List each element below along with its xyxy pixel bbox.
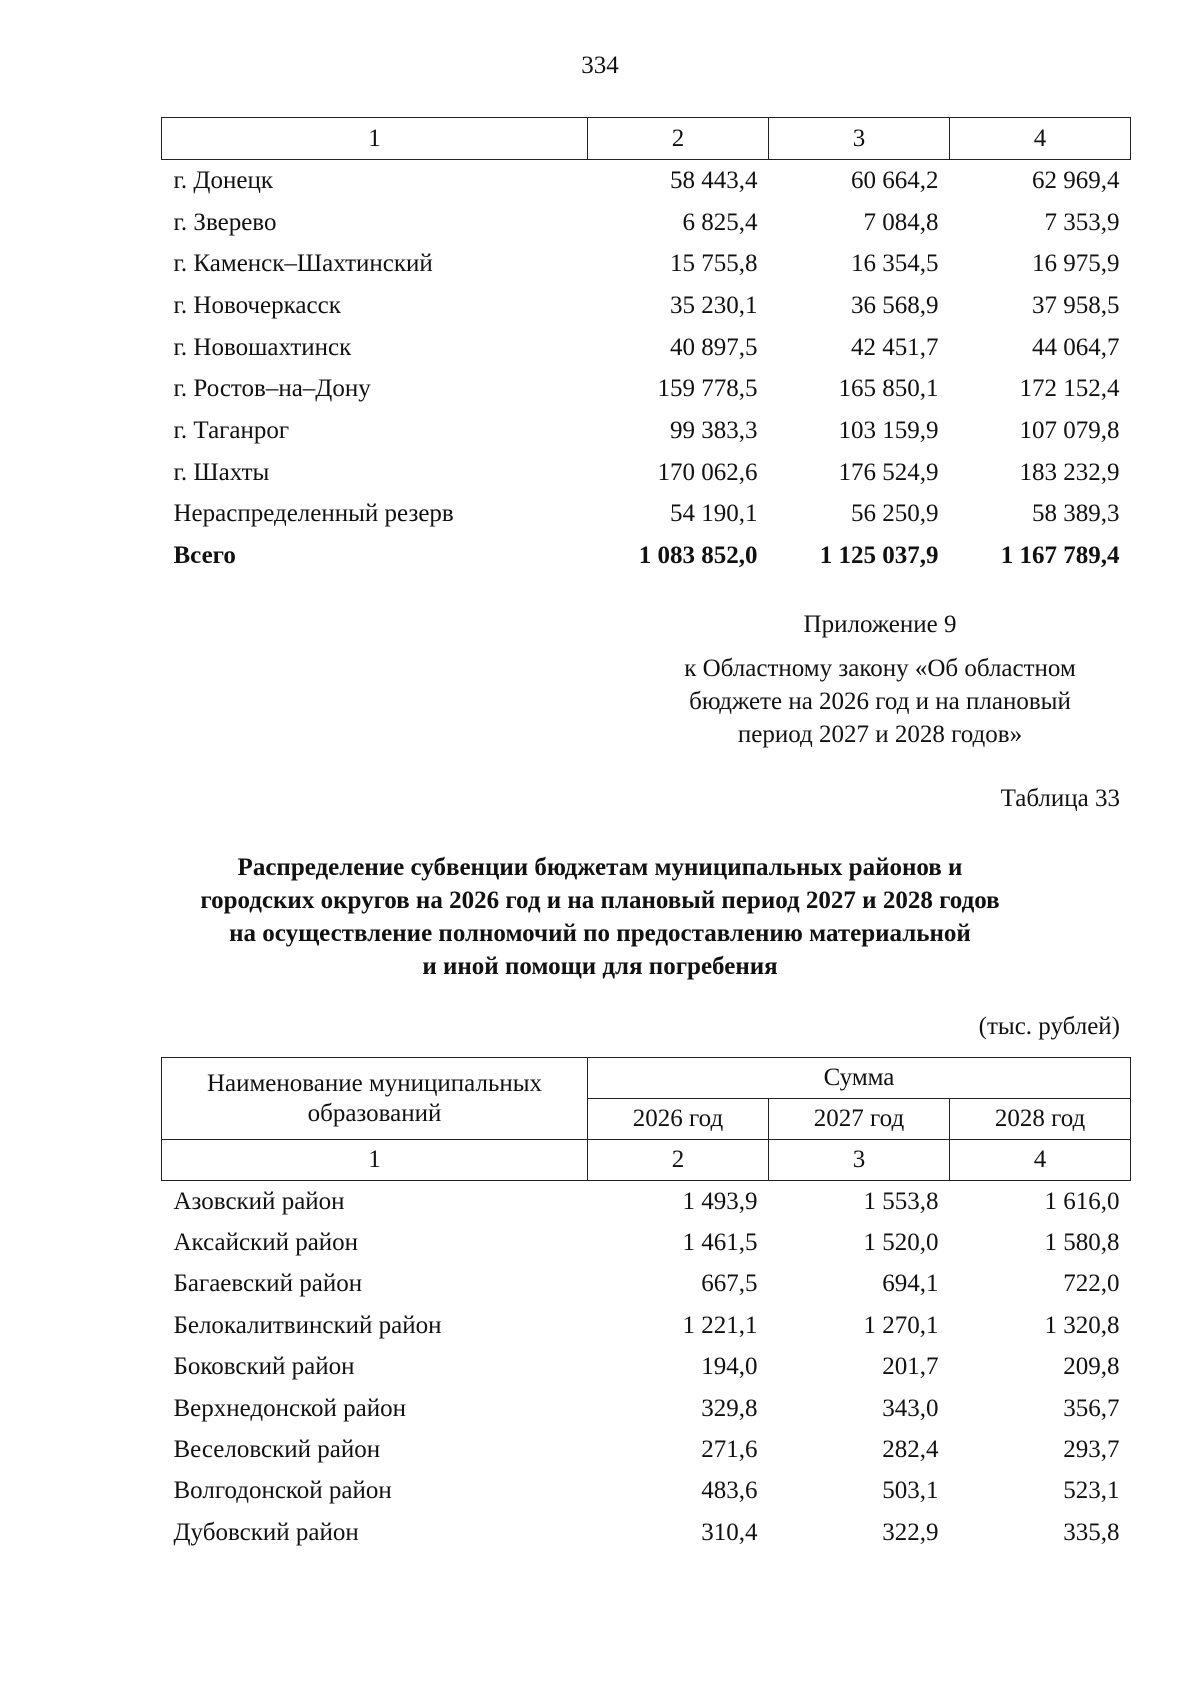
value-2027: 16 354,5 [851,250,939,278]
value-2026: 15 755,8 [670,250,758,278]
column-number: 3 [769,1140,950,1181]
total-2027: 1 125 037,9 [819,542,939,570]
table-row [162,1264,1131,1305]
appendix-line: к Областному закону «Об областном [684,655,1076,682]
units-label: (тыс. рублей) [978,1013,1120,1040]
value-2028: 107 079,8 [1019,416,1120,444]
column-number: 4 [950,1140,1131,1181]
header-row-top [162,1058,1131,1099]
heading-line: Распределение субвенции бюджетам муниципальных районов и [237,854,963,881]
value-2028: 1 616,0 [1044,1187,1120,1215]
value-2028: 37 958,5 [1032,291,1120,319]
municipality-name: Волгодонской район [173,1477,392,1505]
value-2028: 172 152,4 [1019,375,1120,403]
table-row [162,1388,1131,1429]
table-heading [100,851,1100,983]
value-2028: 183 232,9 [1019,458,1120,486]
value-2027: 343,0 [882,1394,939,1422]
municipality-name: г. Зверево [173,208,277,236]
municipality-name: Багаевский район [173,1270,363,1298]
value-2026: 6 825,4 [682,208,758,236]
value-2026: 170 062,6 [657,458,758,486]
value-2028: 7 353,9 [1044,208,1120,236]
table-row [162,160,1131,202]
table-label: Таблица 33 [1000,785,1120,812]
appendix-title: Приложение 9 [803,611,957,638]
municipality-name: Веселовский район [173,1436,381,1464]
header-year: 2028 год [950,1099,1131,1140]
municipality-name: Аксайский район [173,1229,359,1257]
value-2028: 16 975,9 [1032,250,1120,278]
value-2026: 35 230,1 [670,291,758,319]
municipality-name: г. Новошахтинск [173,333,352,361]
header-name-line: Наименование муниципальных [206,1069,543,1097]
table-row [162,1181,1131,1223]
table-row [162,1347,1131,1388]
value-2028: 209,8 [1063,1353,1120,1381]
municipality-name: г. Шахты [173,458,270,486]
value-2027: 165 850,1 [838,375,939,403]
table-row [162,285,1131,327]
heading-line: и иной помощи для погребения [422,953,778,980]
column-number: 4 [950,118,1131,160]
value-2028: 58 389,3 [1032,500,1120,528]
header-year: 2026 год [588,1099,769,1140]
column-number-header-row [162,1140,1131,1181]
value-2028: 722,0 [1063,1270,1120,1298]
table-row [162,1512,1131,1553]
value-2028: 523,1 [1063,1477,1120,1505]
value-2027: 176 524,9 [838,458,939,486]
total-row [162,535,1131,577]
value-2027: 42 451,7 [851,333,939,361]
value-2027: 103 159,9 [838,416,939,444]
appendix-reference [640,652,1120,751]
municipality-name: г. Ростов–на–Дону [173,375,371,403]
value-2027: 1 520,0 [863,1229,939,1257]
column-number: 1 [162,1140,588,1181]
value-2027: 503,1 [882,1477,939,1505]
column-number: 3 [769,118,950,160]
heading-line: на осуществление полномочий по предоставлению материальной [229,920,971,947]
table-row [162,202,1131,244]
value-2028: 44 064,7 [1032,333,1120,361]
column-number: 1 [162,118,588,160]
table-row [162,1222,1131,1263]
value-2028: 335,8 [1063,1518,1120,1546]
table-row [162,243,1131,285]
total-2028: 1 167 789,4 [1000,542,1120,570]
municipality-name: Азовский район [173,1187,345,1215]
value-2027: 694,1 [882,1270,939,1298]
municipality-name: Белокалитвинский район [173,1311,442,1339]
table-row [162,1429,1131,1470]
value-2026: 58 443,4 [670,166,758,194]
municipality-name: Боковский район [173,1353,355,1381]
value-2027: 1 270,1 [863,1311,939,1339]
value-2028: 293,7 [1063,1436,1120,1464]
table-row [162,1305,1131,1346]
header-sum: Сумма [588,1058,1131,1099]
value-2027: 56 250,9 [851,500,939,528]
value-2028: 1 320,8 [1044,1311,1120,1339]
heading-line: городских округов на 2026 год и на плановый период 2027 и 2028 годов [200,887,1000,914]
value-2028: 356,7 [1063,1394,1120,1422]
value-2026: 159 778,5 [657,375,758,403]
value-2026: 54 190,1 [670,500,758,528]
table-continuation [161,117,1131,577]
value-2026: 271,6 [701,1436,758,1464]
header-municipality [162,1058,588,1140]
municipality-name: г. Донецк [173,166,273,194]
value-2027: 1 553,8 [863,1187,939,1215]
total-2026: 1 083 852,0 [638,542,758,570]
table-row [162,368,1131,410]
value-2026: 40 897,5 [670,333,758,361]
header-name-line: образований [307,1099,442,1127]
value-2026: 1 461,5 [682,1229,758,1257]
table-row [162,410,1131,452]
appendix-line: период 2027 и 2028 годов» [737,721,1023,748]
table-row [162,494,1131,536]
municipality-name: Верхнедонской район [173,1394,406,1422]
table-row [162,452,1131,494]
value-2027: 322,9 [882,1518,939,1546]
value-2027: 201,7 [882,1353,939,1381]
value-2026: 1 493,9 [682,1187,758,1215]
value-2026: 99 383,3 [670,416,758,444]
table-row [162,327,1131,369]
value-2027: 60 664,2 [851,166,939,194]
column-number: 2 [588,118,769,160]
value-2026: 1 221,1 [682,1311,758,1339]
page-number: 334 [581,52,619,79]
value-2027: 36 568,9 [851,291,939,319]
column-number: 2 [588,1140,769,1181]
column-number-header-row [162,118,1131,160]
value-2026: 310,4 [701,1518,758,1546]
value-2027: 7 084,8 [863,208,939,236]
municipality-name: Нераспределенный резерв [173,500,454,528]
value-2026: 329,8 [701,1394,758,1422]
municipality-name: г. Таганрог [173,416,290,444]
municipality-name: г. Новочеркасск [173,291,341,319]
value-2027: 282,4 [882,1436,939,1464]
value-2026: 194,0 [701,1353,758,1381]
value-2028: 1 580,8 [1044,1229,1120,1257]
municipality-name: г. Каменск–Шахтинский [173,250,433,278]
total-label: Всего [173,542,236,570]
value-2028: 62 969,4 [1032,166,1120,194]
municipality-name: Дубовский район [173,1518,359,1546]
subvention-table [161,1057,1131,1554]
header-year: 2027 год [769,1099,950,1140]
value-2026: 667,5 [701,1270,758,1298]
table-row [162,1471,1131,1512]
value-2026: 483,6 [701,1477,758,1505]
appendix-line: бюджете на 2026 год и на плановый [689,688,1071,715]
